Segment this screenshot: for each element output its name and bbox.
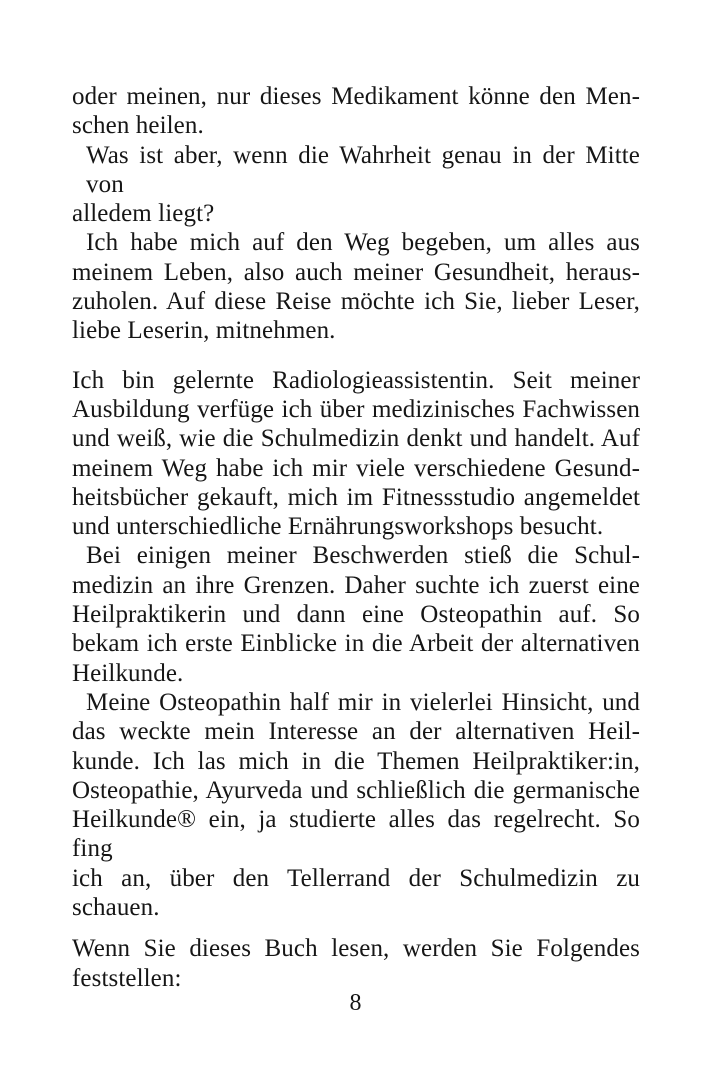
text-line: schen heilen. <box>72 112 204 140</box>
paragraph-block <box>72 934 640 993</box>
text-line: das weckte mein Interesse an der alternativen Heil- <box>72 718 640 746</box>
text-line: Ausbildung verfüge ich über medizinisches Fachwissen <box>72 395 640 423</box>
text-line: schauen. <box>72 894 160 922</box>
text-line: Meine Osteopathin half mir in vielerlei Hinsicht, und <box>86 688 640 716</box>
text-line: oder meinen, nur dieses Medikament könne den Men- <box>72 83 640 110</box>
text-line: heitsbücher gekauft, mich im Fitnessstudio angemeldet <box>72 483 640 511</box>
text-line: meinem Weg habe ich mir viele verschiedene Gesund- <box>72 454 640 482</box>
text-line: Bei einigen meiner Beschwerden stieß die Schul- <box>86 542 640 570</box>
page-number: 8 <box>349 990 362 1016</box>
text-line: feststellen: <box>72 964 182 992</box>
paragraph-block <box>72 366 640 923</box>
text-line: Heilkunde. <box>72 659 184 687</box>
text-line: Osteopathie, Ayurveda und schließlich die germanische <box>72 776 640 804</box>
text-line: bekam ich erste Einblicke in die Arbeit der alternativen <box>72 630 640 658</box>
text-line: meinem Leben, also auch meiner Gesundheit, heraus- <box>72 258 640 286</box>
text-line: ich an, über den Tellerrand der Schulmedizin zu <box>72 864 640 892</box>
text-line: und unterschiedliche Ernährungsworkshops besucht. <box>72 513 604 541</box>
paragraph-block <box>72 82 640 346</box>
text-line: kunde. Ich las mich in die Themen Heilpraktiker:in, <box>72 747 640 775</box>
text-line: Ich bin gelernte Radiologieassistentin. Seit meiner <box>72 366 640 394</box>
text-line: medizin an ihre Grenzen. Daher suchte ich zuerst eine <box>72 571 640 599</box>
text-line: Heilkunde® ein, ja studierte alles das regelrecht. So fing <box>72 806 640 863</box>
text-line: und weiß, wie die Schulmedizin denkt und handelt. Auf <box>72 425 640 453</box>
text-line: Ich habe mich auf den Weg begeben, um alles aus <box>86 229 640 257</box>
text-line: Was ist aber, wenn die Wahrheit genau in der Mitte von <box>86 141 640 198</box>
text-line: Wenn Sie dieses Buch lesen, werden Sie Folgendes <box>72 935 640 963</box>
text-body <box>72 82 640 993</box>
text-line: alledem liegt? <box>72 200 215 228</box>
text-line: liebe Leserin, mitnehmen. <box>72 317 336 345</box>
text-line: zuholen. Auf diese Reise möchte ich Sie, lieber Leser, <box>72 288 640 316</box>
text-line: Heilpraktikerin und dann eine Osteopathin auf. So <box>72 601 640 629</box>
